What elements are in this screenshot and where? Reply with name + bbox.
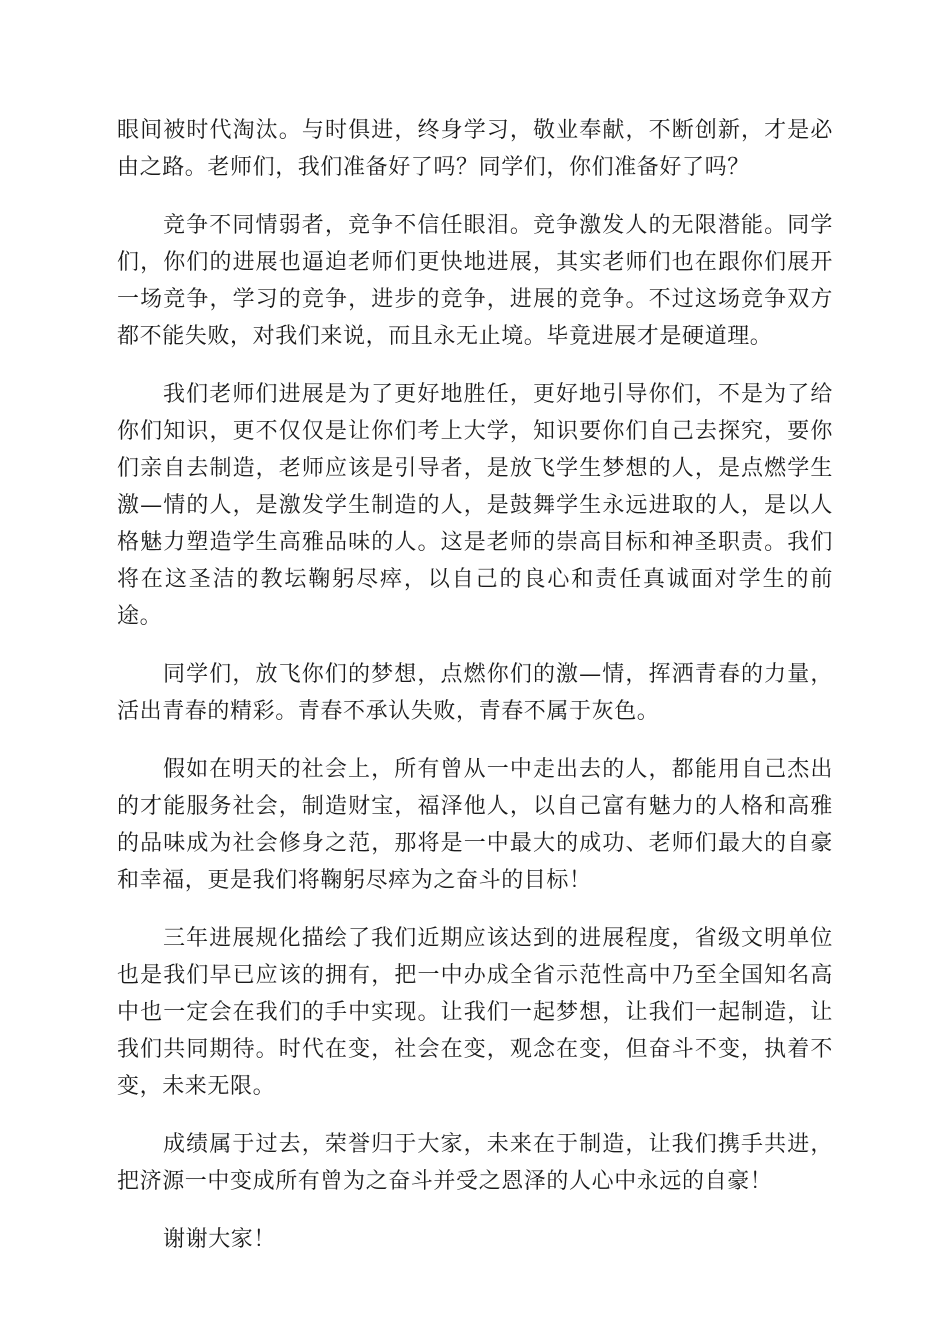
document-body	[117, 112, 833, 1279]
paragraph-competition: 竞争不同情弱者，竞争不信任眼泪。竞争激发人的无限潜能。同学们，你们的进展也逼迫老师们更快地进展，其实老师们也在跟你们展开一场竞争，学习的竞争，进步的竞争，进展的竞争。不过这场竞争双方都不能失败，对我们来说，而且永无止境。毕竟进展才是硬道理。	[117, 213, 833, 349]
paragraph-teachers-role: 我们老师们进展是为了更好地胜任，更好地引导你们，不是为了给你们知识，更不仅仅是让你们考上大学，知识要你们自己去探究，要你们亲自去制造，老师应该是引导者，是放飞学生梦想的人，是点燃学生激—情的人，是激发学生制造的人，是鼓舞学生永远进取的人，是以人格魅力塑造学生高雅品味的人。这是老师的崇高目标和神圣职责。我们将在这圣洁的教坛鞠躬尽瘁，以自己的良心和责任真诚面对学生的前途。	[117, 382, 833, 629]
paragraph-achievements: 成绩属于过去，荣誉归于大家，未来在于制造，让我们携手共进，把济源一中变成所有曾为之奋斗并受之恩泽的人心中永远的自豪！	[117, 1132, 833, 1194]
paragraph-thanks: 谢谢大家！	[163, 1227, 277, 1252]
paragraph-continuation: 眼间被时代淘汰。与时俱进，终身学习，敬业奉献，不断创新，才是必由之路。老师们，我们准备好了吗？同学们，你们准备好了吗？	[117, 118, 833, 180]
paragraph-future-society: 假如在明天的社会上，所有曾从一中走出去的人，都能用自己杰出的才能服务社会，制造财宝，福泽他人，以自己富有魅力的人格和高雅的品味成为社会修身之范，那将是一中最大的成功、老师们最大的自豪和幸福，更是我们将鞠躬尽瘁为之奋斗的目标！	[117, 757, 833, 893]
paragraph-youth: 同学们，放飞你们的梦想，点燃你们的激—情，挥洒青春的力量，活出青春的精彩。青春不承认失败，青春不属于灰色。	[117, 662, 833, 724]
paragraph-three-year-plan: 三年进展规化描绘了我们近期应该达到的进展程度，省级文明单位也是我们早已应该的拥有，把一中办成全省示范性高中乃至全国知名高中也一定会在我们的手中实现。让我们一起梦想，让我们一起制造，让我们共同期待。时代在变，社会在变，观念在变，但奋斗不变，执着不变，未来无限。	[117, 926, 833, 1099]
